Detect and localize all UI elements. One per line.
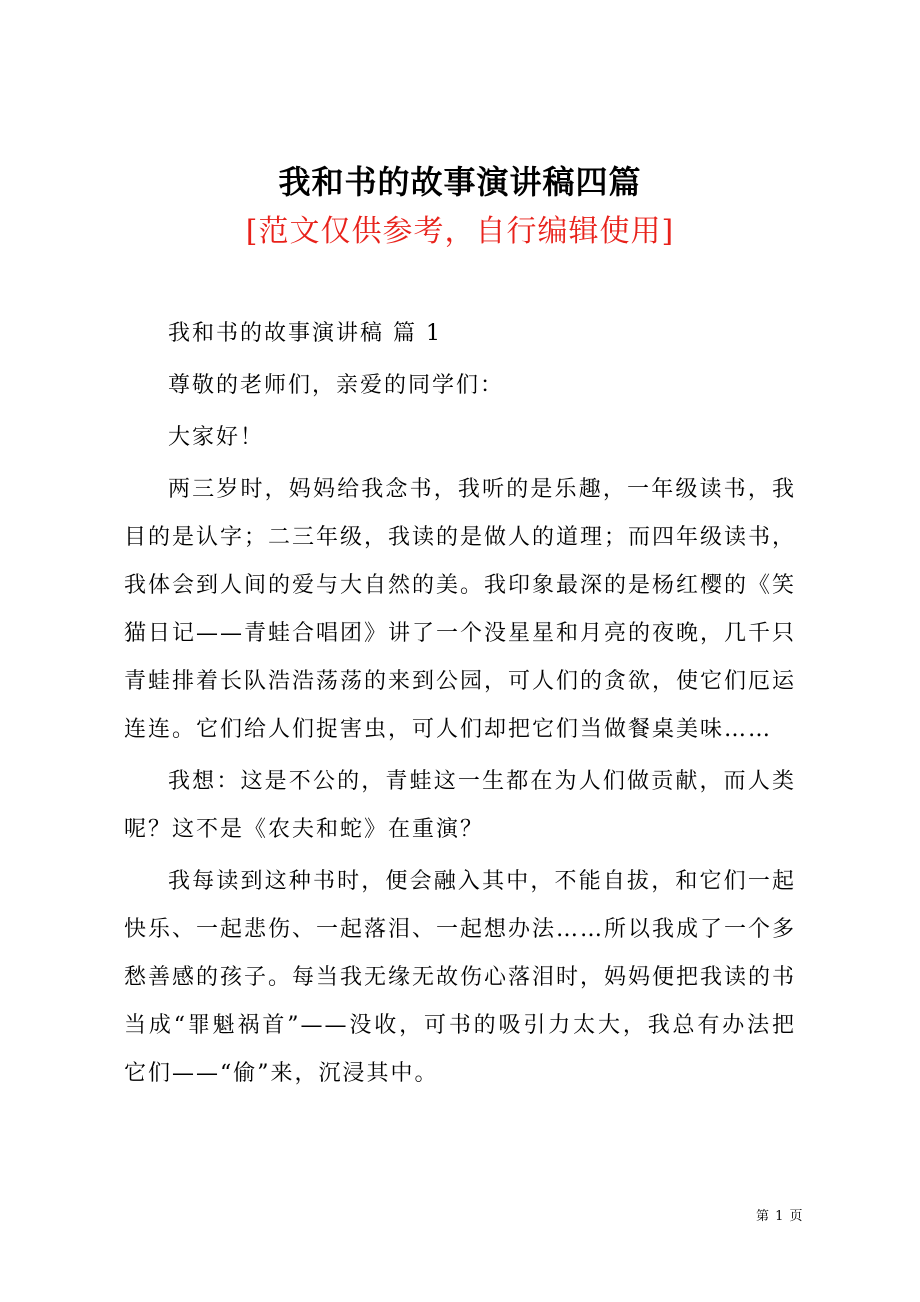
document-title: 我和书的故事演讲稿四篇 — [278, 163, 642, 201]
page-number: 第 1 页 — [756, 1209, 804, 1224]
document-subtitle: [范文仅供参考，自行编辑使用] — [245, 214, 675, 249]
body-paragraph: 我每读到这种书时，便会融入其中，不能自拔，和它们一起快乐、一起悲伤、一起落泪、一起想办法……所以我成了一个多愁善感的孩子。每当我无缘无故伤心落泪时，妈妈便把我读的书当成“罪魁祸首”——没收，可书的吸引力太大，我总有办法把它们——“偷”来，沉浸其中。 — [124, 869, 797, 1086]
section-heading: 我和书的故事演讲稿 篇 1 — [168, 321, 442, 346]
greeting-line: 尊敬的老师们，亲爱的同学们： — [168, 373, 505, 398]
document-body — [124, 310, 796, 1102]
body-paragraph: 我想：这是不公的，青蛙这一生都在为人们做贡献，而人类呢？这不是《农夫和蛇》在重演？ — [124, 769, 796, 842]
body-paragraph: 两三岁时，妈妈给我念书，我听的是乐趣，一年级读书，我目的是认字；二三年级，我读的是做人的道理；而四年级读书，我体会到人间的爱与大自然的美。我印象最深的是杨红樱的《笑猫日记——青蛙合唱团》讲了一个没星星和月亮的夜晚，几千只青蛙排着长队浩浩荡荡的来到公园，可人们的贪欲，使它们厄运连连。它们给人们捉害虫，可人们却把它们当做餐桌美味…… — [124, 477, 797, 742]
greeting-hello: 大家好！ — [168, 425, 265, 450]
